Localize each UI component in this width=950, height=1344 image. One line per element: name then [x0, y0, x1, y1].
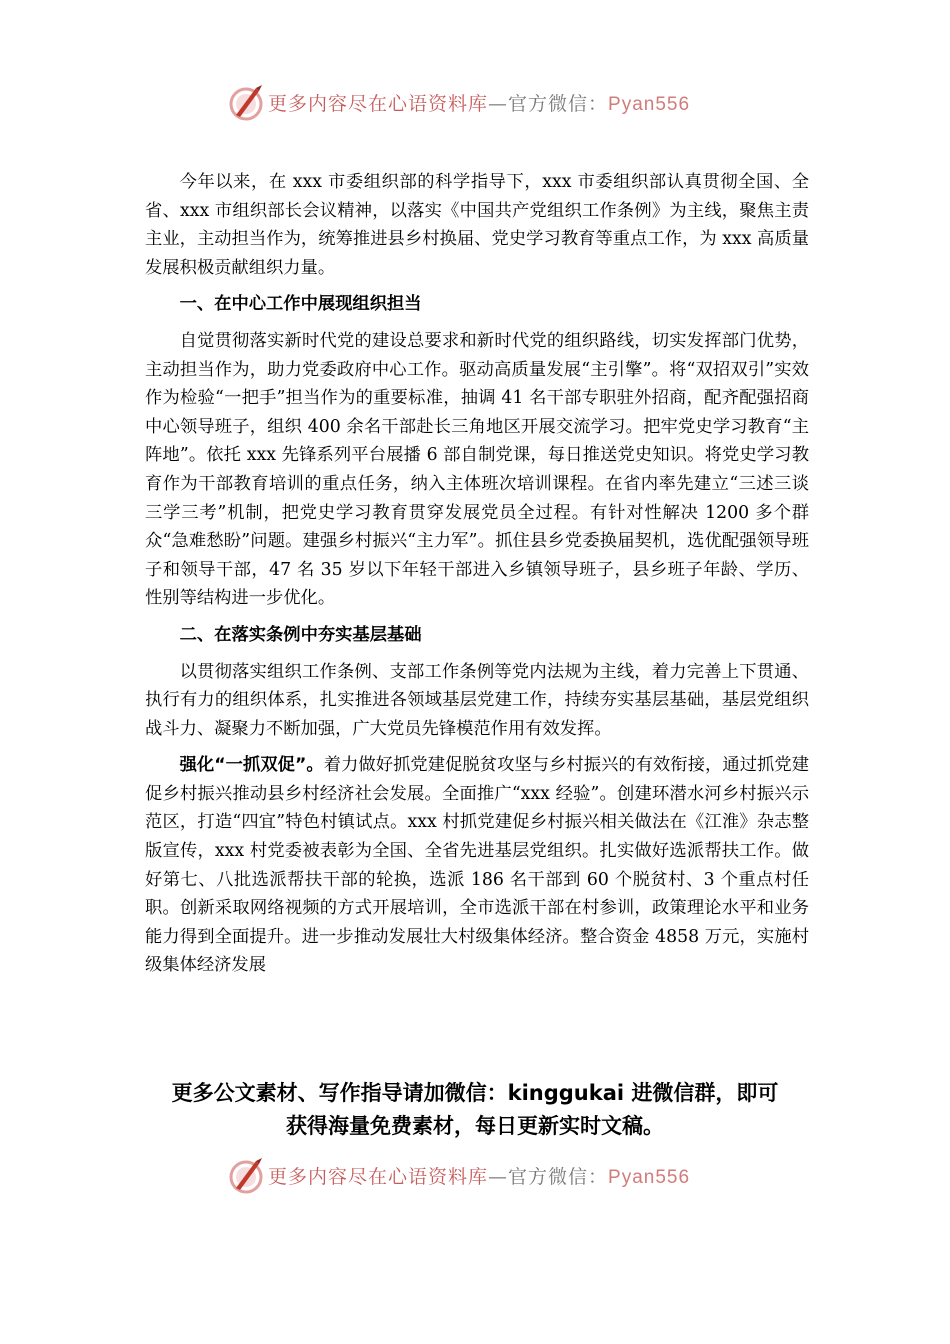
subparagraph-body: 着力做好抓党建促脱贫攻坚与乡村振兴的有效衔接，通过抓党建促乡村振兴推动县乡村经济社会发展。全面推广“xxx 经验”。创建环潜水河乡村振兴示范区，打造“四宜”特色村镇试点。xxx 村抓党建促乡村振兴相关做法在《江淮》杂志整版宣传，xxx 村党委被表彰为全国、全省先进基层党组织。扎实做好选派帮扶工作。做好第七、八批选派帮扶干部的轮换，选派 186 名干部到 60 个脱贫村、3 个重点村任职。创新采取网络视频的方式开展培训，全市选派干部在村参训，政策理论水平和业务能力得到全面提升。进一步推动发展壮大村级集体经济。整合资金 4858 万元，实施村级集体经济发展: [145, 755, 809, 976]
watermark-library: 更多内容尽在心语资料库: [268, 1166, 489, 1188]
section-1-paragraph: 自觉贯彻落实新时代党的建设总要求和新时代党的组织路线，切实发挥部门优势，主动担当作为，助力党委政府中心工作。驱动高质量发展“主引擎”。将“双招双引”实效作为检验“一把手”担当作为的重要标准，抽调 41 名干部专职驻外招商，配齐配强招商中心领导班子，组织 400 余名干部赴长三角地区开展交流学习。把牢党史学习教育“主阵地”。依托 xxx 先锋系列平台展播 6 部自制党课，每日推送党史知识。将党史学习教育作为干部教育培训的重点任务，纳入主体班次培训课程。在省内率先建立“三述三谈三学三考”机制，把党史学习教育贯穿发展党员全过程。有针对性解决 1200 多个群众“急难愁盼”问题。建强乡村振兴“主力军”。抓住县乡党委换届契机，选优配强领导班子和领导干部，47 名 35 岁以下年轻干部进入乡镇领导班子，县乡班子年龄、学历、性别等结构进一步优化。: [145, 330, 809, 609]
watermark-wechat-label: 官方微信：: [508, 93, 609, 115]
promo-notice: [120, 1077, 830, 1143]
section-heading-2: 二、在落实条例中夯实基层基础: [179, 624, 422, 645]
watermark-text: [268, 89, 690, 116]
paragraph-gap: [145, 743, 809, 751]
watermark-separator: —: [488, 1166, 509, 1188]
watermark-text: [268, 1162, 690, 1189]
promo-line-1: 更多公文素材、写作指导请加微信：kinggukai 进微信群，即可: [171, 1081, 779, 1105]
watermark-wechat-id: Pyan556: [608, 94, 691, 115]
subparagraph-lead: 强化“一抓双促”。: [179, 755, 324, 776]
promo-line-2: 获得海量免费素材，每日更新实时文稿。: [286, 1114, 664, 1138]
intro-paragraph: 今年以来，在 xxx 市委组织部的科学指导下，xxx 市委组织部认真贯彻全国、全省、xxx 市组织部长会议精神，以落实《中国共产党组织工作条例》为主线，聚焦主责主业，主动担当作为，统筹推进县乡村换届、党史学习教育等重点工作，为 xxx 高质量发展积极贡献组织力量。: [145, 172, 809, 278]
section-2-paragraph: 以贯彻落实组织工作条例、支部工作条例等党内法规为主线，着力完善上下贯通、执行有力的组织体系，扎实推进各领域基层党建工作，持续夯实基层基础，基层党组织战斗力、凝聚力不断加强，广大党员先锋模范作用有效发挥。: [145, 661, 809, 739]
watermark-wechat-label: 官方微信：: [508, 1166, 609, 1188]
quill-logo-icon: [226, 82, 266, 122]
watermark-separator: —: [488, 93, 509, 115]
section-heading-1: 一、在中心工作中展现组织担当: [179, 294, 422, 315]
watermark-library: 更多内容尽在心语资料库: [268, 93, 489, 115]
document-body: [145, 168, 809, 980]
section-2-subparagraph: [145, 751, 809, 980]
watermark-wechat-id: Pyan556: [608, 1167, 691, 1188]
quill-logo-icon: [226, 1155, 266, 1195]
watermark-banner-top: [0, 78, 950, 128]
watermark-banner-bottom: [0, 1151, 950, 1201]
